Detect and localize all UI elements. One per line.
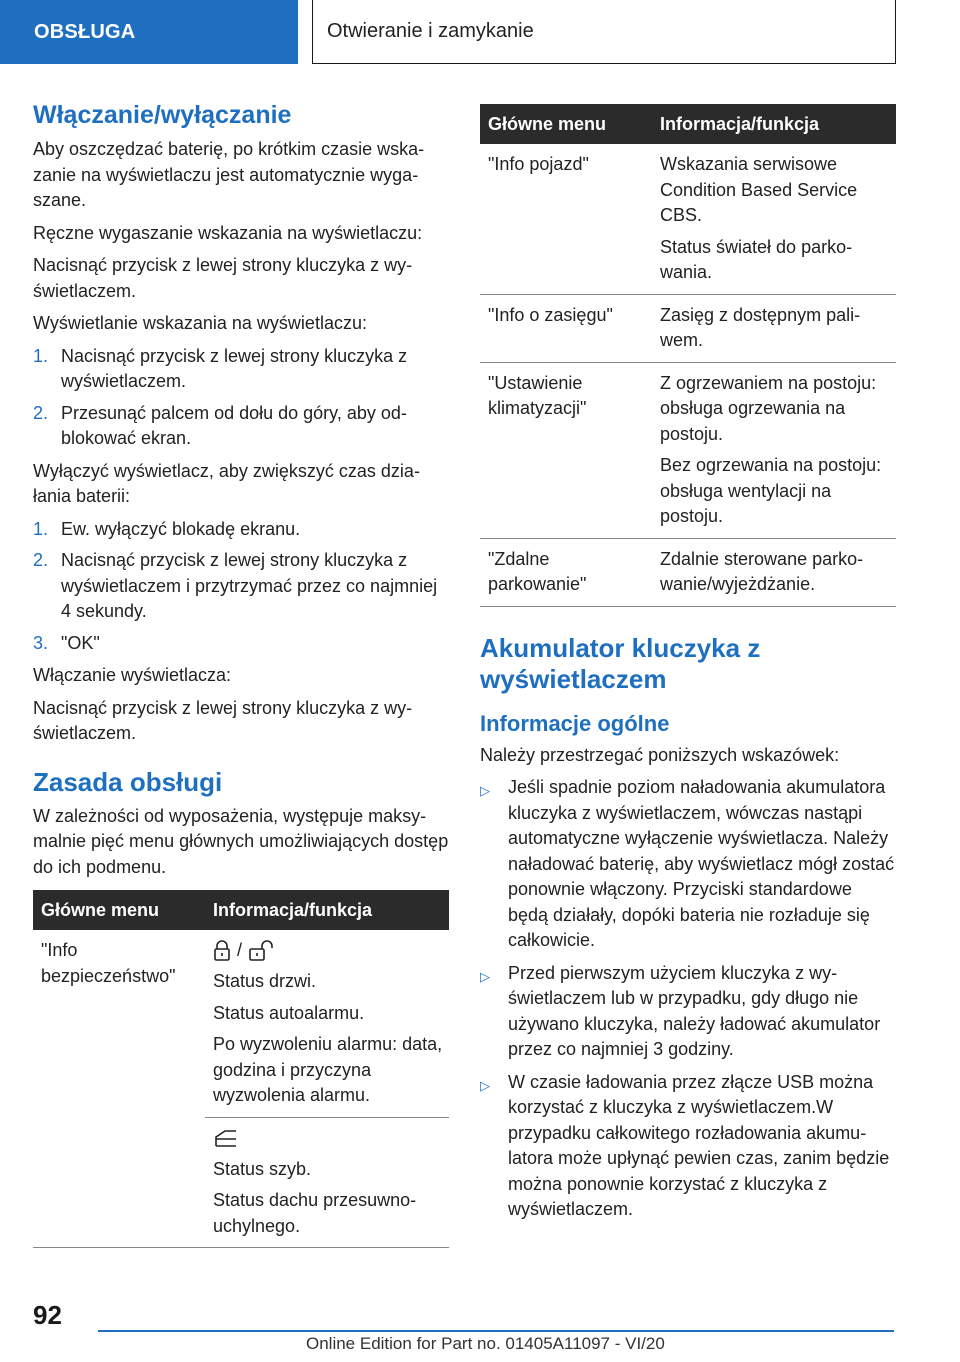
steps-list xyxy=(33,517,449,657)
paragraph: Wyświetlanie wskazania na wyświetlaczu: xyxy=(33,313,367,333)
triangle-bullet-icon: ▷ xyxy=(480,783,490,798)
list-item xyxy=(480,961,896,1063)
info-text: Z ogrzewaniem na postoju: obsługa ogrzewania na postoju. xyxy=(660,372,877,444)
menu-name: "Ustawienie klimatyzacji" xyxy=(480,362,652,538)
right-column xyxy=(480,104,896,1230)
paragraph: Ręczne wygaszanie wskazania na wyświetlaczu: xyxy=(33,222,423,243)
left-column xyxy=(33,100,449,1248)
table-header-info: Informacja/funkcja xyxy=(205,890,449,930)
list-item xyxy=(480,775,896,954)
menu-name: "Info pojazd" xyxy=(480,144,652,294)
step-number: 3. xyxy=(33,632,49,653)
step-text: Nacisnąć przycisk z lewej strony kluczyka z wyświetlaczem. xyxy=(61,345,408,391)
chapter-title: Otwieranie i zamykanie xyxy=(312,0,896,64)
step-item xyxy=(33,631,449,657)
menu-name: "Info o zasięgu" xyxy=(480,294,652,362)
info-text: Status świateł do parkowania. xyxy=(660,236,853,282)
triangle-bullet-icon: ▷ xyxy=(480,1077,490,1093)
menu-name-cell xyxy=(33,930,205,1248)
info-text: Status dachu przesuwnouchylnego. xyxy=(213,1190,417,1236)
info-text: Zasięg z dostępnym paliwem. xyxy=(660,304,861,350)
step-text: Nacisnąć przycisk z lewej strony kluczyka z wyświetlaczem i przytrzymać przez co najmniej 4 sekundy. xyxy=(61,550,438,621)
step-item xyxy=(33,548,449,625)
table-row xyxy=(480,144,896,294)
step-text: Ew. wyłączyć blokadę ekranu. xyxy=(61,518,301,539)
lock-closed-icon xyxy=(213,940,231,962)
paragraph: Nacisnąć przycisk z lewej strony kluczyka z wyświetlaczem. xyxy=(33,255,413,301)
list-item-text: W czasie ładowania przez złącze USB można korzystać z kluczyka z wyświetlaczem.W przypadku całkowitego rozładowania akumulatora może upłynąć pewien czas, zanim będzie można ponownie korzystać z kluczyka z wyświetlaczem. xyxy=(508,1071,890,1219)
list-item xyxy=(480,1070,896,1223)
info-text: Po wyzwoleniu alarmu: data, godzina i przyczyna wyzwolenia alarmu. xyxy=(213,1034,443,1105)
step-text: Przesunąć palcem od dołu do góry, aby odblokować ekran. xyxy=(61,402,407,448)
paragraph: Wyłączyć wyświetlacz, aby zwiększyć czas działania baterii: xyxy=(33,460,420,506)
paragraph: W zależności od wyposażenia, występuje maksymalnie pięć menu głównych umożliwiających dostęp do ich podmenu. xyxy=(33,805,449,877)
step-number: 1. xyxy=(33,518,49,539)
table-header-main-menu: Główne menu xyxy=(480,104,652,144)
list-item-text: Jeśli spadnie poziom naładowania akumulatora kluczyka z wyświetlaczem, wówczas nastąpi automatyczne wyłączenie wyświetlacza. Należy naładować baterię, aby wyświetlacz mógł zostać ponownie włączony. Przyciski standardowe będą działały, dopóki bateria nie rozładuje się całkowicie. xyxy=(508,777,895,950)
menu-name: "Zdalne parkowanie" xyxy=(480,538,652,606)
info-text: Zdalnie sterowane parkowanie/wyjeżdżanie. xyxy=(660,548,864,594)
step-text: "OK" xyxy=(61,632,100,653)
lock-status-icons xyxy=(213,938,443,963)
step-item xyxy=(33,517,449,543)
section-tab: OBSŁUGA xyxy=(0,0,298,64)
menu-table-right xyxy=(480,104,896,607)
menu-table-left xyxy=(33,890,449,1248)
table-header-main-menu: Główne menu xyxy=(33,890,205,930)
heading-operating-principle: Zasada obsługi xyxy=(33,766,223,797)
heading-on-off: Włączanie/wyłączanie xyxy=(33,101,292,129)
step-item xyxy=(33,401,449,452)
step-number: 2. xyxy=(33,550,49,570)
info-cell xyxy=(652,294,896,362)
steps-list xyxy=(33,344,449,452)
info-cell xyxy=(652,144,896,294)
window-status-icons xyxy=(213,1126,443,1151)
paragraph: Nacisnąć przycisk z lewej strony kluczyka z wyświetlaczem. xyxy=(33,697,413,743)
step-number: 2. xyxy=(33,402,49,423)
paragraph: Należy przestrzegać poniższych wskazówek: xyxy=(480,744,840,765)
heading-key-battery: Akumulator kluczyka z wyświetlaczem xyxy=(480,632,761,694)
table-row xyxy=(480,362,896,538)
info-text: Status autoalarmu. xyxy=(213,1002,365,1023)
info-text: Bez ogrzewania na postoju: obsługa wentylacji na postoju. xyxy=(660,455,882,526)
info-text: Status drzwi. xyxy=(213,971,317,991)
paragraph: Aby oszczędzać baterię, po krótkim czasie wskazanie na wyświetlaczu jest automatycznie wygaszane. xyxy=(33,139,425,210)
info-cell xyxy=(205,930,449,1117)
table-header-info: Informacja/funkcja xyxy=(652,104,896,144)
list-item-text: Przed pierwszym użyciem kluczyka z wyświetlaczem lub w przypadku, gdy długo nie używano kluczyka, należy ładować akumulator przez co najmniej 3 godziny. xyxy=(508,962,881,1059)
paragraph: Włączanie wyświetlacza: xyxy=(33,665,232,685)
table-row xyxy=(480,538,896,606)
step-number: 1. xyxy=(33,345,49,366)
edition-note: Online Edition for Part no. 01405A11097 - VI/20 xyxy=(306,1334,665,1353)
footer-divider xyxy=(98,1330,894,1332)
info-text: Wskazania serwisowe Condition Based Service CBS. xyxy=(660,154,858,225)
info-cell xyxy=(652,538,896,606)
info-cell xyxy=(205,1117,449,1248)
info-text: Status szyb. xyxy=(213,1158,312,1179)
lock-open-icon xyxy=(248,940,274,962)
notes-list xyxy=(480,775,896,1223)
step-item xyxy=(33,344,449,395)
icon-separator: / xyxy=(237,939,243,960)
page-number: 92 xyxy=(33,1300,62,1330)
info-cell xyxy=(652,362,896,538)
menu-name: "Info bezpieczeństwo" xyxy=(41,940,176,986)
subheading-general-info: Informacje ogólne xyxy=(480,710,670,736)
table-row xyxy=(480,294,896,362)
car-window-icon xyxy=(213,1128,239,1148)
triangle-bullet-icon: ▷ xyxy=(480,968,490,984)
